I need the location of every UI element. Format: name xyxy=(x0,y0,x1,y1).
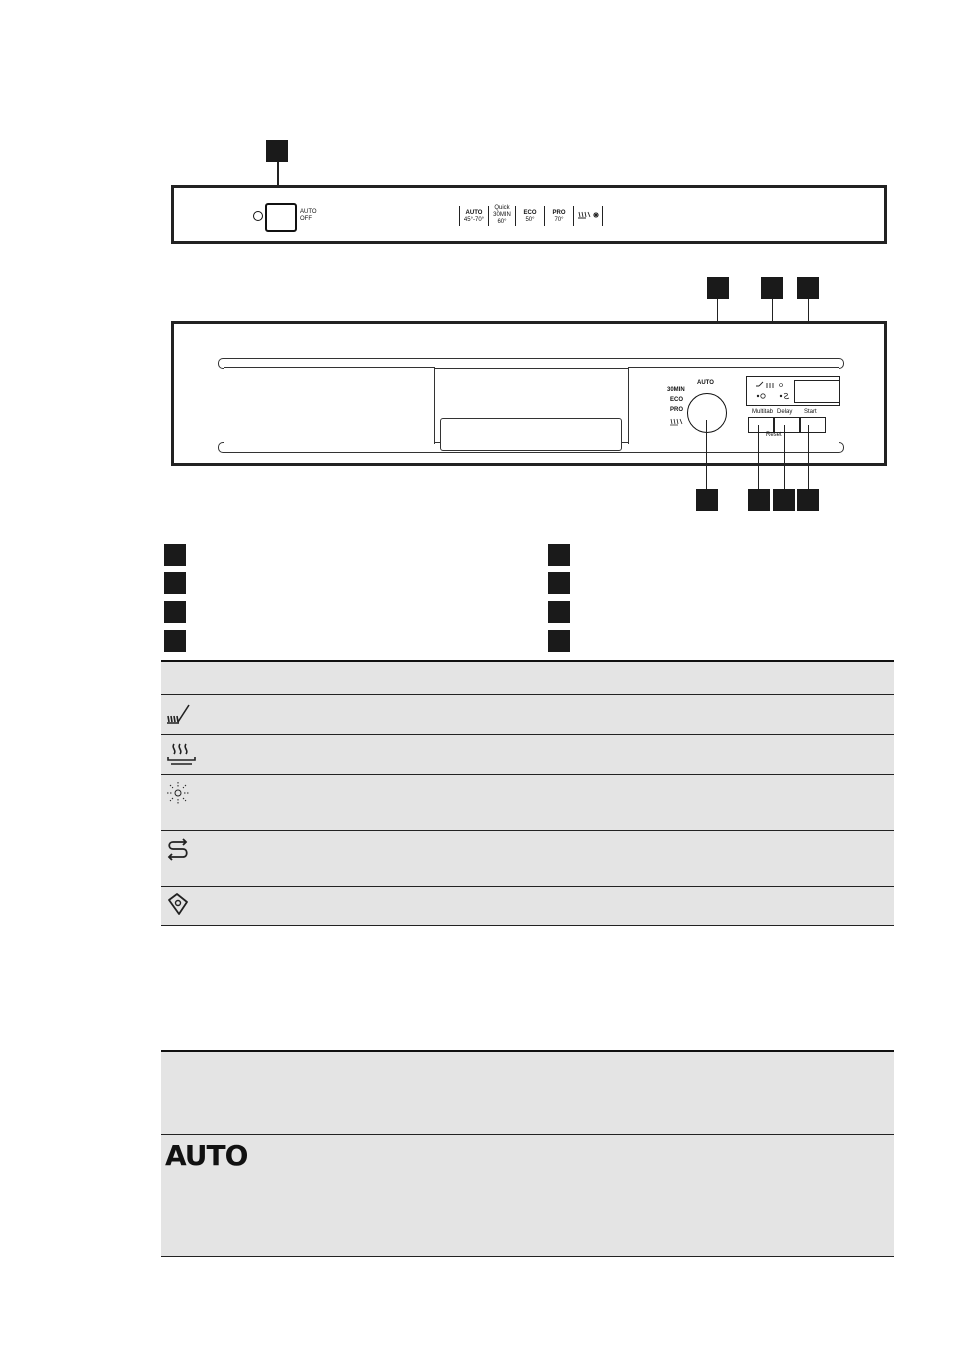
dial-label-eco: ECO xyxy=(670,397,684,403)
indicator-row-drying xyxy=(161,734,894,774)
rinse-hold-icon xyxy=(668,417,686,427)
program-separator xyxy=(573,206,574,226)
indicator-row-salt xyxy=(161,774,894,830)
drying-heat-icon xyxy=(165,740,199,770)
dial-label-auto: AUTO xyxy=(697,380,714,386)
delay-button[interactable] xyxy=(774,417,800,433)
callout-1-badge xyxy=(266,140,288,162)
start-button[interactable] xyxy=(800,417,826,433)
dial-label-30min: 30MIN xyxy=(667,387,685,393)
top-control-panel xyxy=(171,185,887,244)
callout-2-badge xyxy=(707,277,729,299)
program-row-auto xyxy=(161,1134,894,1257)
program-eco: ECO 50° xyxy=(523,210,537,223)
callout-5-badge xyxy=(696,489,718,511)
power-button[interactable] xyxy=(265,203,297,232)
multitab-icon xyxy=(165,892,191,918)
indicator-row-multitab xyxy=(161,886,894,926)
callout-8-badge xyxy=(797,489,819,511)
power-auto-off-label: AUTO OFF xyxy=(300,209,317,222)
callout-6-badge xyxy=(748,489,770,511)
callout-8-line xyxy=(808,425,809,490)
indicator-row-rinse-aid xyxy=(161,694,894,734)
indicator-table-header xyxy=(161,660,894,694)
legend-6-badge xyxy=(548,572,570,594)
callout-7-line xyxy=(784,425,785,490)
rinse-aid-brush-icon xyxy=(165,701,191,727)
indicator-icons xyxy=(754,380,792,402)
button-label-start: Start xyxy=(804,409,817,415)
multitab-button[interactable] xyxy=(748,417,774,433)
legend-2-badge xyxy=(164,572,186,594)
program-quick: Quick 30MIN 60° xyxy=(493,205,511,225)
panel-recess xyxy=(224,367,435,444)
legend-7-badge xyxy=(548,601,570,623)
legend-8-badge xyxy=(548,630,570,652)
program-table-header xyxy=(161,1050,894,1134)
indicator-row-water-cycle xyxy=(161,830,894,886)
button-label-multitab: Multitab xyxy=(752,409,774,415)
callout-3-badge xyxy=(761,277,783,299)
button-label-delay: Delay xyxy=(777,409,793,415)
program-dial[interactable] xyxy=(687,393,727,433)
salt-sparkle-icon xyxy=(165,780,191,806)
program-auto: AUTO 45°-70° xyxy=(463,210,485,223)
callout-5-line xyxy=(706,420,707,490)
reset-label: Reset xyxy=(766,432,782,438)
legend-3-badge xyxy=(164,601,186,623)
water-cycle-icon xyxy=(165,837,191,863)
auto-logo: AUTO xyxy=(165,1139,248,1172)
door-handle[interactable] xyxy=(440,418,622,451)
main-control-panel xyxy=(171,321,887,466)
program-separator xyxy=(602,206,603,226)
program-pro: PRO 70° xyxy=(552,210,566,223)
legend-1-badge xyxy=(164,544,186,566)
dial-label-pro: PRO xyxy=(670,407,684,413)
legend-4-badge xyxy=(164,630,186,652)
power-symbol-icon xyxy=(253,211,263,221)
callout-4-badge xyxy=(797,277,819,299)
legend-5-badge xyxy=(548,544,570,566)
display-window xyxy=(794,380,840,403)
rinse-hold-icon xyxy=(576,209,600,221)
callout-7-badge xyxy=(773,489,795,511)
callout-6-line xyxy=(758,425,759,490)
